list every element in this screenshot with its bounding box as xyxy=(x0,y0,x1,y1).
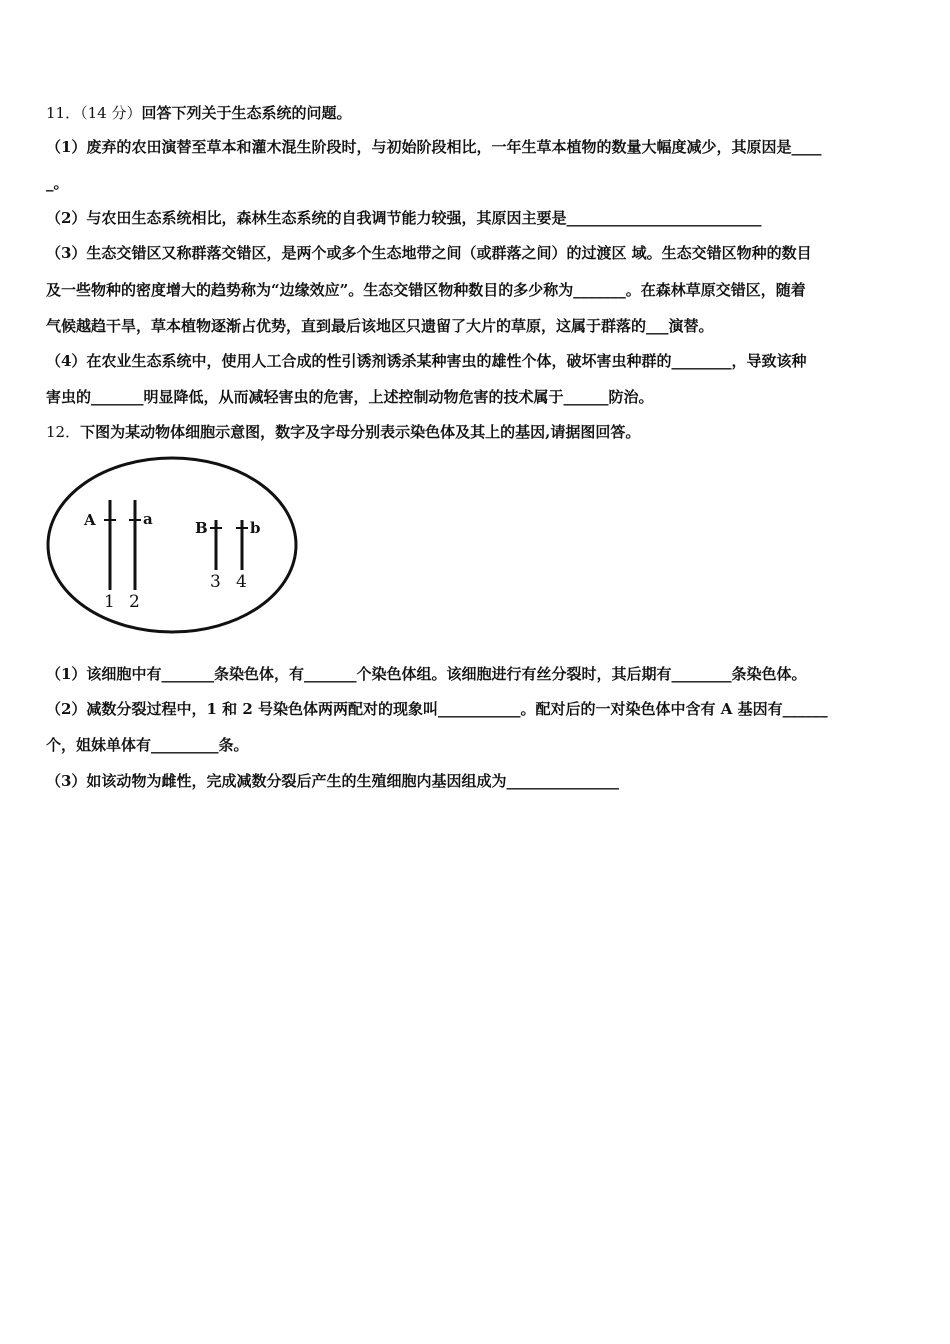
q11-part4-line2: 害虫的_______明显降低，从而减轻害虫的危害，上述控制动物危害的技术属于______防治。 xyxy=(46,388,654,406)
cell-membrane xyxy=(48,458,296,632)
q11-part1-line2: _。 xyxy=(46,174,69,192)
chromosome-number-4: 4 xyxy=(236,572,247,592)
q11-part4-line1: （4）在农业生态系统中，使用人工合成的性引诱剂诱杀某种害虫的雄性个体，破坏害虫种群的________，导致该种 xyxy=(46,352,807,370)
q12-header xyxy=(46,422,640,442)
q12-part2-line1: （2）减数分裂过程中，1 和 2 号染色体两两配对的现象叫___________。配对后的一对染色体中含有 A 基因有______ xyxy=(46,700,828,718)
q11-part3-line1: （3）生态交错区又称群落交错区，是两个或多个生态地带之间（或群落之间）的过渡区 域。生态交错区物种的数目 xyxy=(46,244,812,262)
q12-header-text: 下图为某动物体细胞示意图，数字及字母分别表示染色体及其上的基因,请据图回答。 xyxy=(80,423,641,441)
gene-label-B: B xyxy=(195,519,208,537)
q11-part2-line1: （2）与农田生态系统相比，森林生态系统的自我调节能力较强，其原因主要是__________________________ xyxy=(46,209,762,227)
q11-part1-line1: （1）废弃的农田演替至草本和灌木混生阶段时，与初始阶段相比，一年生草本植物的数量大幅度减少，其原因是____ xyxy=(46,138,822,156)
q11-part3-line2: 及一些物种的密度增大的趋势称为“边缘效应”。生态交错区物种数目的多少称为_______。在森林草原交错区，随着 xyxy=(46,281,806,299)
q12-part1-line1: （1）该细胞中有_______条染色体，有_______个染色体组。该细胞进行有丝分裂时，其后期有________条染色体。 xyxy=(46,665,807,683)
chromosome-number-2: 2 xyxy=(129,592,140,612)
chromosome-number-1: 1 xyxy=(104,592,115,612)
q11-score: （14 分） xyxy=(80,104,142,122)
q12-part3-line1: （3）如该动物为雌性，完成减数分裂后产生的生殖细胞内基因组成为_______________ xyxy=(46,772,619,790)
q12-number: 12． xyxy=(46,423,81,441)
cell-diagram xyxy=(44,452,300,636)
gene-label-b: b xyxy=(250,519,261,537)
gene-label-A: A xyxy=(84,511,96,529)
q12-part2-line2: 个，姐妹单体有_________条。 xyxy=(46,736,249,754)
cell-diagram-svg xyxy=(44,452,300,636)
q11-header xyxy=(46,103,351,123)
gene-label-a: a xyxy=(143,510,153,528)
q11-part3-line3: 气候越趋干旱，草本植物逐渐占优势，直到最后该地区只遗留了大片的草原，这属于群落的___演替。 xyxy=(46,317,714,335)
q11-header-text: 回答下列关于生态系统的问题。 xyxy=(141,104,352,122)
chromosome-number-3: 3 xyxy=(210,572,221,592)
q11-number: 11． xyxy=(46,104,81,122)
